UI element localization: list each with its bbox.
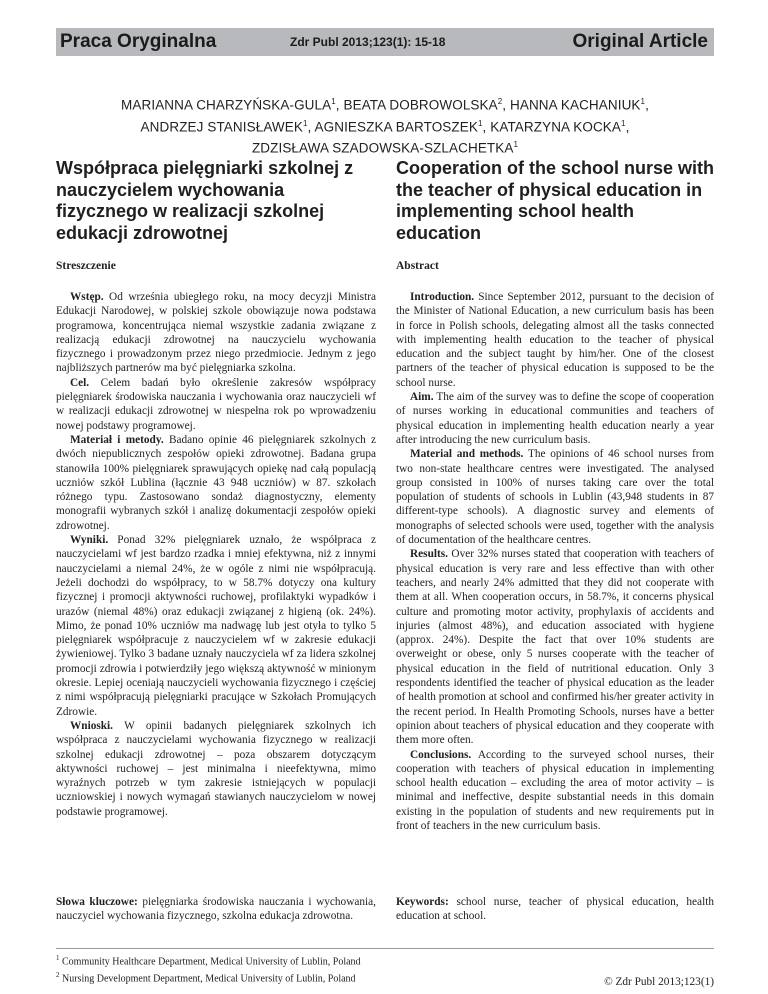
author: KATARZYNA KOCKA (490, 119, 622, 134)
keywords-label: Słowa kluczowe: (56, 896, 138, 908)
footnote-number: 2 (56, 970, 60, 979)
section-text: According to the surveyed school nurses, their cooperation with teachers of physical education in implementing school health education – excluding the area of motor activity – is minimal and ineffective, despite substantial needs in this domain existing in the population of students and new requirements put in front of teachers in the new curriculum basis. (396, 748, 714, 832)
author: BEATA DOBROWOLSKA (343, 97, 498, 113)
abstract-paragraph-methods (396, 447, 714, 547)
title-polish: Współpraca pielęgniarki szkolnej z nauczycielem wychowania fizycznego w realizacji szkolnej edukacji zdrowotnej (56, 158, 354, 243)
keywords-label: Keywords: (396, 896, 449, 908)
keywords-text: pielęgniarka środowiska nauczania i wychowania, nauczyciel wychowania fizycznego, szkolna edukacja zdrowotna. (56, 896, 377, 923)
author: MARIANNA CHARZYŃSKA-GULA (121, 97, 332, 113)
abstract-paragraph-aim (56, 376, 376, 433)
copyright-notice: © Zdr Publ 2013;123(1) (604, 976, 714, 988)
footnote-text: Nursing Development Department, Medical University of Lublin, Poland (62, 973, 356, 985)
keywords-polish (56, 895, 376, 924)
footnotes (56, 952, 361, 986)
footnote-number: 1 (56, 954, 60, 962)
section-text: W opinii badanych pielęgniarek szkolnych ich współpraca z nauczycielami wychowania fizycznego w realizacji szkolnej edukacji zdrowotnej – poza obszarem dotyczącym aktywności ruchowej – jest minimalna i nieefektywna, mimo wyraźnych potrzeb w tym zakresie istniejących w populacji uczniowskiej i nowych wymagań stawianych nauczycielom w nowej podstawie programowej. (56, 719, 376, 818)
section-label: Materiał i metody. (70, 433, 164, 446)
section-label: Wstęp. (70, 291, 104, 303)
section-text: Ponad 32% pielęgniarek uznało, że współpraca z nauczycielami wf jest bardzo rzadka i mniej efektywna, niż z innymi nauczycielami a niemal 24%, że w ogóle z nimi nie współpracują. Jeżeli dochodzi do współpracy, to w 58.7% dotyczy ona kultury fizycznej i promocji aktywności ruchowej, profilaktyki wypadków i urazów (niemal 48%) oraz edukacji związanej z higieną (ok. 24%). Mimo, że ponad 10% uczniów ma nadwagę lub jest otyła to tylko 5 pielęgniarek współpracuje z nauczycielem wf w zakresie edukacji żywieniowej. Tylko 3 badane uznały nauczyciela wf za lidera szkolnej promocji zdrowia i potwierdziły jego większą aktywność w minionym okresie. Lepiej oceniają nauczycieli wychowania fizycznego i częściej z nimi współpracują pielęgniarki pracujące w Szkołach Promujących Zdrowie. (56, 534, 376, 718)
affiliation-marker: 1 (331, 97, 336, 106)
author: AGNIESZKA BARTOSZEK (314, 119, 478, 134)
header-bar (56, 28, 714, 56)
abstract-paragraph-results (396, 547, 714, 747)
abstract-paragraph-aim (396, 390, 714, 447)
section-label: Aim. (410, 391, 434, 404)
author: ZDZISŁAWA SZADOWSKA-SZLACHETKA (251, 140, 514, 156)
affiliation-marker: 1 (513, 140, 519, 149)
abstract-paragraph-conclusions (396, 748, 714, 834)
abstract-paragraph-intro (396, 290, 714, 390)
article-type-pl: Praca Oryginalna (60, 31, 217, 52)
footnote-text: Community Healthcare Department, Medical University of Lublin, Poland (62, 956, 361, 968)
affiliation-marker: 2 (497, 97, 503, 106)
affiliation-marker: 1 (621, 118, 626, 128)
section-label: Wnioski. (70, 719, 114, 732)
abstract-paragraph-intro (56, 290, 376, 376)
title-english: Cooperation of the school nurse with the teacher of physical education in implementing school health education (396, 158, 715, 243)
section-label: Material and methods. (410, 448, 524, 461)
abstract-polish (56, 290, 376, 819)
section-text: Over 32% nurses stated that cooperation with teachers of physical education is very rare and less effective than with other teachers, and nearly 24% admitted that they did not cooperate with them at all. When cooperation occurs, in 58.7%, it concerns physical culture and promoting motor activity, prophylaxis of accidents and injuries (almost 48%), and education associated with hygiene (approx. 24%). Despite the fact that over 10% students are overweight or obese, only 5 nurses cooperate with the teacher of physical education in the field of nutritional education. Only 3 respondents identified the teacher of physical education as the leader of health promotion at school and confirmed his/her greater activity in the recent period. In Health Promoting Schools, nurses have a better opinion about teachers of physical education and they cooperate with them more often. (396, 548, 715, 747)
section-text: Celem badań było określenie zakresów współpracy pielęgniarek środowiska nauczania i wychowania oraz nauczycieli wf w realizacji edukacji zdrowotnej w niespełna rok po wprowadzeniu nowej podstawy programowej. (56, 376, 376, 432)
section-label: Cel. (70, 376, 90, 389)
section-text: The aim of the survey was to define the scope of cooperation of nurses working in educational communities and teachers of physical education in implementing health education nearly a year after introducing the new curriculum basis. (396, 391, 714, 446)
section-label: Conclusions. (410, 748, 472, 761)
section-text: Since September 2012, pursuant to the decision of the Minister of National Education, a new curriculum basis has been in force in Polish schools, delegating almost all the tasks connected with implementing health education to the teacher of physical education and the subject taught by him/her. One of the closest partners of the teacher of physical education is supposed to be the school nurse. (396, 291, 714, 389)
abstract-paragraph-results (56, 533, 376, 719)
footnote (56, 969, 361, 986)
affiliation-marker: 1 (302, 118, 308, 128)
abstract-english (396, 290, 714, 833)
section-text: The opinions of 46 school nurses from two non-state healthcare centres were investigated. The analysed group consisted in 100% of nurses taking care over the total population of students of schools in Lublin (43,948 students in 87 different-type schools). A diagnostic survey and elements of monographs of selected schools were used, together with the analysis of documentation of the healthcare centres. (396, 448, 715, 547)
abstract-paragraph-conclusions (56, 719, 376, 819)
section-label: Introduction. (410, 291, 475, 303)
abstract-heading-en: Abstract (396, 260, 439, 272)
affiliation-marker: 1 (477, 118, 483, 128)
section-text: Badano opinie 46 pielęgniarek szkolnych z dwóch niepublicznych zespołów opieki zdrowotnej. Badana grupa stanowiła 100% pielęgniarek sprawujących opiekę nad całą populacją uczniów szkół Lublina (łącznie 43 948 uczniów) w 87. szkołach różnego typu. Zastosowano sondaż diagnostyczny, elementy monografii wybranych szkół i analizę dokumentacji zespołów opieki zdrowotnej. (56, 433, 377, 532)
author: HANNA KACHANIUK (510, 97, 641, 113)
footnote (56, 952, 361, 969)
author: ANDRZEJ STANISŁAWEK (140, 119, 303, 134)
affiliation-marker: 1 (640, 97, 646, 106)
abstract-heading-pl: Streszczenie (56, 260, 116, 272)
section-label: Results. (410, 548, 448, 561)
keywords-english (396, 895, 714, 924)
section-text: Od września ubiegłego roku, na mocy decyzji Ministra Edukacji Narodowej, w polskiej szkole obowiązuje nowa podstawa programowa, koncentrująca niemal wszystkie zadania związane z realizacją edukacji zdrowotnej na nauczycielu wychowania fizycznego i prowadzonym przez niego przedmiocie. Jednym z jego najbliższych partnerów ma być pielęgniarka szkolna. (56, 291, 376, 375)
journal-citation: Zdr Publ 2013;123(1): 15-18 (290, 35, 446, 49)
article-type-en: Original Article (572, 31, 708, 52)
abstract-paragraph-methods (56, 433, 376, 533)
section-label: Wyniki. (70, 534, 109, 547)
author-list: MARIANNA CHARZYŃSKA-GULA$^1$, BEATA DOBROWOLSKA$^2$, HANNA KACHANIUK$^1$, ANDRZEJ STANISŁAWEK$^1$, AGNIESZKA BARTOSZEK$^1$, KATARZYNA KOCKA$^1$, ZDZISŁAWA SZADOWSKA-SZLACHETKA$^1$ (121, 97, 649, 156)
keywords-text: school nurse, teacher of physical education, health education at school. (396, 896, 714, 923)
footnote-divider (56, 948, 714, 949)
